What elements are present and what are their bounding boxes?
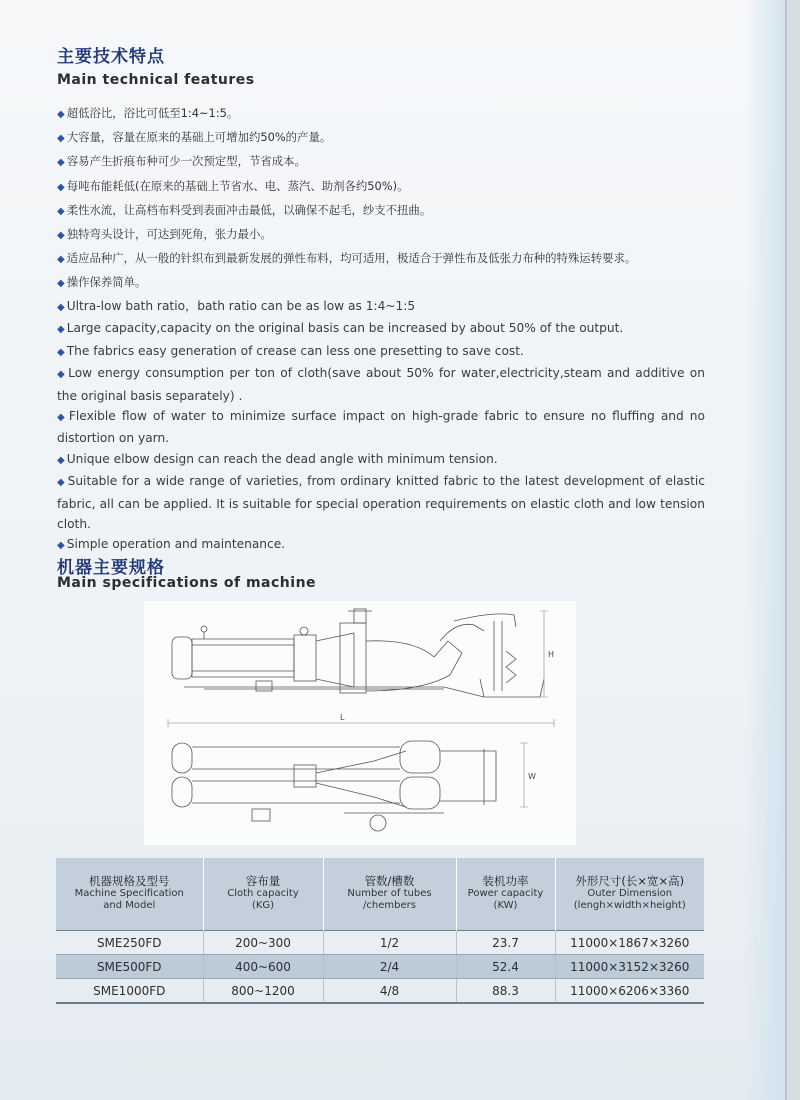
feature-item-en: ◆ Large capacity,capacity on the original basis can be increased by about 50% of the output. [57, 321, 624, 336]
feature-item-cn: ◆ 超低浴比，浴比可低至1:4~1:5。 [57, 106, 239, 120]
feature-item-en: ◆ Low energy consumption per ton of cloth(save about 50% for water,electricity,steam and additive on the original basis separately) . [57, 366, 705, 403]
feature-item-cn: ◆ 柔性水流，让高档布料受到表面冲击最低，以确保不起毛，纱支不扭曲。 [57, 202, 432, 217]
diamond-bullet-icon: ◆ [57, 369, 67, 381]
feature-item-en: ◆ The fabrics easy generation of crease can less one presetting to save cost. [57, 343, 524, 358]
cell-tubes: 1/2 [323, 931, 456, 955]
cell-tubes: 4/8 [323, 979, 456, 1004]
diamond-bullet-icon: ◆ [57, 302, 65, 313]
width-label: W [528, 772, 536, 781]
cell-dimension: 11000×6206×3360 [555, 979, 704, 1004]
diamond-bullet-icon: ◆ [57, 133, 65, 145]
diamond-bullet-icon: ◆ [57, 540, 65, 552]
cell-power: 52.4 [456, 955, 555, 979]
diamond-bullet-icon: ◆ [57, 181, 65, 193]
cell-power: 88.3 [456, 979, 555, 1004]
header-dimension: 外形尺寸(长×宽×高) Outer Dimension (lengh×width×height) [555, 858, 704, 931]
cell-dimension: 11000×3152×3260 [555, 955, 704, 979]
feature-item-en: ◆ Unique elbow design can reach the dead angle with minimum tension. [57, 451, 498, 466]
diamond-bullet-icon: ◆ [57, 254, 65, 266]
header-capacity: 容布量 Cloth capacity (KG) [203, 858, 323, 931]
feature-item-en: ◆ Flexible flow of water to minimize surface impact on high-grade fabric to ensure no fluffing and no distortion on yarn. [57, 409, 705, 446]
header-tubes: 管数/槽数 Number of tubes /chembers [323, 858, 456, 931]
cell-dimension: 11000×1867×3260 [555, 931, 704, 955]
feature-item-en: ◆ Suitable for a wide range of varieties, from ordinary knitted fabric to the latest development of elastic fabric, all can be applied. It is suitable for special operation requirements on elastic cloth and low tension cloth. [57, 474, 705, 532]
features-list-en [57, 296, 705, 557]
diamond-bullet-icon: ◆ [57, 412, 67, 424]
fabric-basket [480, 679, 544, 697]
diamond-bullet-icon: ◆ [57, 278, 65, 290]
end-cap-top-upper [172, 743, 192, 773]
page-edge [785, 0, 800, 1100]
features-list-cn [57, 101, 757, 295]
diamond-bullet-icon: ◆ [57, 109, 65, 120]
machine-diagram [144, 601, 576, 845]
elbow-tube [366, 641, 462, 691]
cell-power: 23.7 [456, 931, 555, 955]
cell-capacity: 800~1200 [203, 979, 323, 1004]
feature-item-cn: ◆ 容易产生折痕布种可少一次预定型，节省成本。 [57, 154, 306, 169]
diamond-bullet-icon: ◆ [57, 477, 66, 489]
features-title-en: Main technical features [57, 72, 255, 88]
end-cap-left [172, 637, 192, 679]
diamond-bullet-icon: ◆ [57, 157, 65, 169]
height-label: H [548, 650, 555, 659]
table-row [56, 955, 704, 979]
diamond-bullet-icon: ◆ [57, 229, 65, 241]
cell-capacity: 200~300 [203, 931, 323, 955]
spec-table [56, 858, 704, 1004]
features-title-cn: 主要技术特点 [57, 47, 165, 67]
feature-item-cn: ◆ 独特弯头设计，可达到死角，张力最小。 [57, 226, 272, 241]
cell-model: SME500FD [56, 955, 203, 979]
machine-drawing [144, 601, 576, 845]
cell-model: SME250FD [56, 931, 203, 955]
feature-item-cn: ◆ 每吨布能耗低(在原来的基础上节省水、电、蒸汽、助剂各约50%)。 [57, 178, 409, 193]
cell-tubes: 2/4 [323, 955, 456, 979]
feature-item-cn: ◆ 大容量，容量在原来的基础上可增加约50%的产量。 [57, 130, 332, 145]
header-model: 机器规格及型号 Machine Specification and Model [56, 858, 203, 931]
main-tubes-top [192, 747, 400, 803]
specs-title-cn: 机器主要规格 [57, 558, 165, 578]
pump-wheel [370, 815, 386, 831]
header-power: 装机功率 Power capacity (KW) [456, 858, 555, 931]
cell-capacity: 400~600 [203, 955, 323, 979]
diamond-bullet-icon: ◆ [57, 346, 65, 358]
feature-item-en: ◆ Ultra-low bath ratio，bath ratio can be as low as 1:4~1:5 [57, 299, 416, 313]
feature-item-cn: ◆ 操作保养简单。 [57, 275, 147, 290]
length-label: L [340, 713, 345, 722]
cell-model: SME1000FD [56, 979, 203, 1004]
table-row [56, 979, 704, 1004]
diamond-bullet-icon: ◆ [57, 324, 65, 336]
feature-item-en: ◆ Simple operation and maintenance. [57, 537, 286, 552]
diamond-bullet-icon: ◆ [57, 454, 65, 466]
specs-title-en: Main specifications of machine [57, 575, 317, 591]
end-cap-top-lower [172, 777, 192, 807]
spec-table-header [56, 858, 704, 931]
table-row [56, 931, 704, 955]
diamond-bullet-icon: ◆ [57, 205, 65, 217]
nozzle-body [294, 635, 316, 681]
feature-item-cn: ◆ 适应品种广，从一般的针织布到最新发展的弹性布料，均可适用，极适合于弹性布及低张力布种的特殊运转要求。 [57, 251, 637, 266]
